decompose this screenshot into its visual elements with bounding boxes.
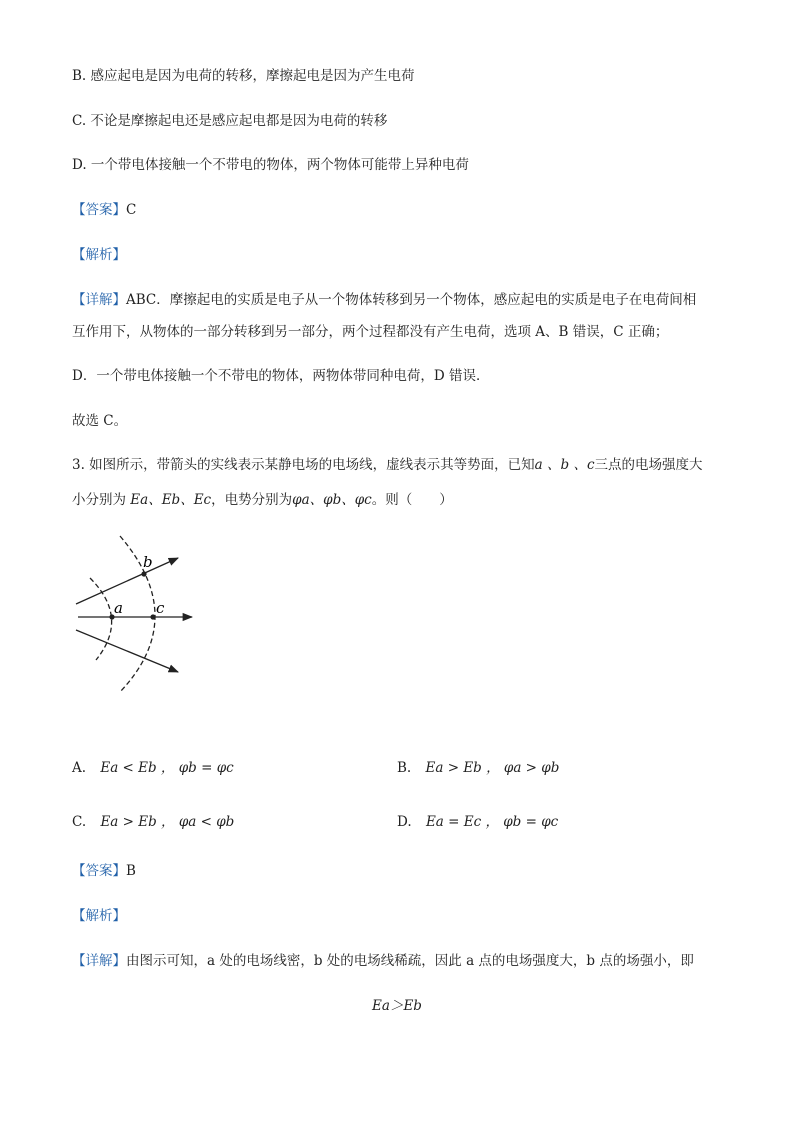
q3-option-b	[397, 758, 559, 778]
q3-option-a	[72, 758, 234, 778]
answer-value: B	[126, 863, 136, 879]
detail-tag: 【详解】	[72, 292, 126, 308]
q3-stem-fields: Ea、Eb、Ec	[130, 492, 212, 508]
q3-option-c-expr: Ea > Eb ， φa < φb	[100, 814, 235, 830]
q3-option-b-expr: Ea > Eb ， φa > φb	[425, 760, 560, 776]
q2-detail-line4: 故选 C。	[72, 413, 128, 429]
q2-option-d: D. 一个带电体接触一个不带电的物体，两个物体可能带上异种电荷	[72, 157, 469, 173]
q3-stem-mid: ，电势分别为	[211, 492, 293, 508]
answer-tag: 【答案】	[72, 202, 126, 218]
field-line-upper	[76, 558, 178, 604]
q3-answer	[72, 861, 136, 881]
answer-tag: 【答案】	[72, 863, 126, 879]
q3-stem-potentials: φa、φb、φc	[292, 492, 372, 508]
q3-stem-line2	[72, 490, 453, 510]
q3-option-a-expr: Ea < Eb ， φb = φc	[100, 760, 234, 776]
detail-tag: 【详解】	[72, 953, 126, 969]
q3-detail-line1	[72, 951, 694, 971]
label-c: c	[156, 599, 165, 617]
q3-stem-text-end: 三点的电场强度大	[594, 457, 703, 473]
q3-option-a-label: A.	[72, 760, 87, 776]
point-c	[150, 614, 155, 619]
electric-field-figure	[60, 530, 210, 710]
point-b	[141, 571, 146, 576]
q2-option-c: C. 不论是摩擦起电还是感应起电都是因为电荷的转移	[72, 113, 388, 129]
q2-option-b: B. 感应起电是因为电荷的转移，摩擦起电是因为产生电荷	[72, 68, 415, 84]
analysis-tag: 【解析】	[72, 908, 126, 924]
q3-stem-end: 。则（ ）	[371, 492, 453, 508]
q3-formula	[0, 996, 794, 1016]
q2-answer	[72, 200, 136, 220]
analysis-tag: 【解析】	[72, 247, 126, 263]
q3-option-c-label: C.	[72, 814, 87, 830]
detail-text: ABC．摩擦起电的实质是电子从一个物体转移到另一个物体，感应起电的实质是电子在电荷间相	[126, 292, 697, 308]
label-a: a	[114, 599, 123, 617]
equipotential-arc-inner	[90, 578, 112, 660]
formula-text: Ea＞Eb	[372, 998, 422, 1014]
detail-text: 由图示可知，a 处的电场线密，b 处的电场线稀疏，因此 a 点的电场强度大，b 点的场强小，即	[126, 953, 694, 969]
answer-value: C	[126, 202, 137, 218]
q2-analysis-tag	[72, 245, 126, 265]
field-line-lower	[76, 630, 178, 672]
q3-analysis-tag	[72, 906, 126, 926]
q2-detail-line1	[72, 290, 696, 310]
q3-option-d-expr: Ea = Ec ， φb = φc	[425, 814, 559, 830]
q3-option-c	[72, 812, 234, 832]
q3-stem-pre: 小分别为	[72, 492, 126, 508]
q3-option-d-label: D.	[397, 814, 412, 830]
q3-option-d	[397, 812, 558, 832]
q2-detail-line2: 互作用下，从物体的一部分转移到另一部分，两个过程都没有产生电荷，选项 A、B 错误，C 正确；	[72, 324, 669, 340]
label-b: b	[143, 553, 153, 571]
q3-option-b-label: B.	[397, 760, 412, 776]
q3-stem-points: a 、b 、c	[534, 457, 595, 473]
q3-stem-line1	[72, 455, 703, 475]
q3-stem-text: 3. 如图所示，带箭头的实线表示某静电场的电场线，虚线表示其等势面，已知	[72, 457, 535, 473]
q2-detail-line3: D．一个带电体接触一个不带电的物体，两物体带同种电荷，D 错误．	[72, 368, 490, 384]
